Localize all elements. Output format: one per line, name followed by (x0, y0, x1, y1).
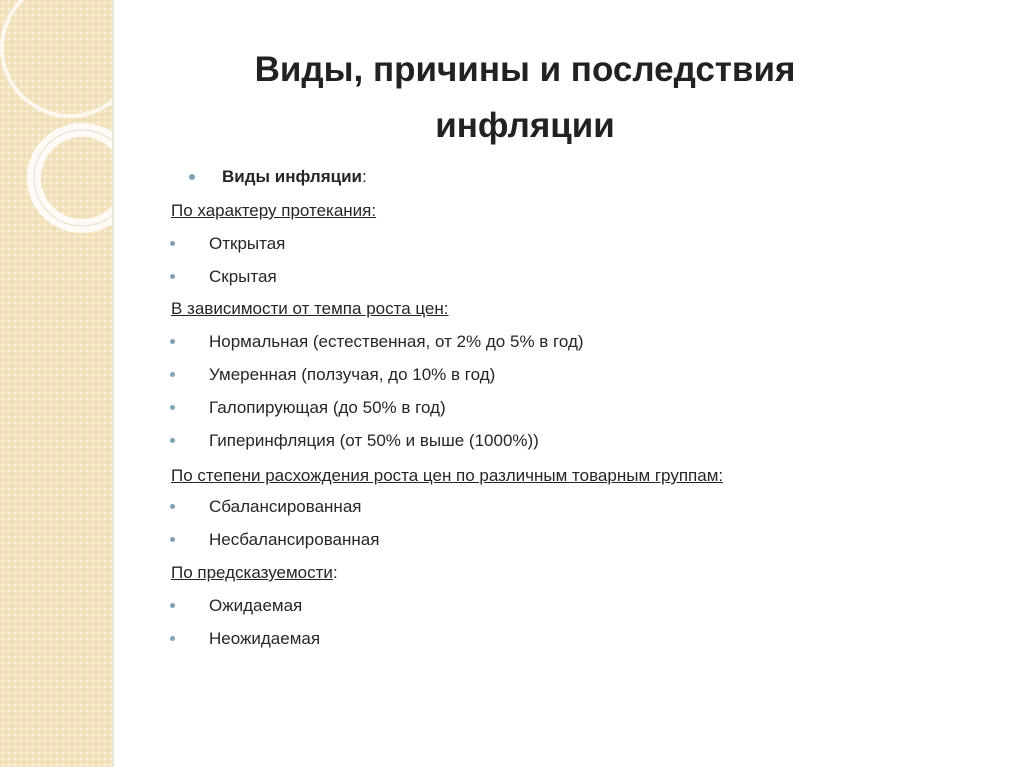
bullet-icon (170, 537, 175, 542)
group-heading-text: По степени расхождения роста цен по различным товарным группам: (171, 466, 724, 485)
list-item (0, 426, 900, 456)
list-item (0, 360, 900, 390)
bullet-icon (170, 504, 175, 509)
list-item-text: Гиперинфляция (от 50% и выше (1000%)) (209, 431, 539, 450)
list-item-text: Умеренная (ползучая, до 10% в год) (209, 365, 496, 384)
list-item-text: Открытая (209, 234, 286, 253)
list-item (0, 262, 900, 292)
list-item (0, 393, 900, 423)
decorative-rings (0, 0, 112, 260)
bullet-icon (170, 438, 175, 443)
bullet-icon (170, 241, 175, 246)
group-heading-text: В зависимости от темпа роста цен: (171, 299, 449, 318)
list-item-text: Сбалансированная (209, 497, 362, 516)
group-heading (171, 294, 1024, 324)
list-item-text: Скрытая (209, 267, 277, 286)
bullet-icon (170, 339, 175, 344)
title-line-1: Виды, причины и последствия (254, 50, 796, 89)
list-item-text: Нормальная (естественная, от 2% до 5% в год) (209, 332, 584, 351)
list-item (0, 525, 900, 555)
intro-suffix: : (362, 167, 367, 186)
list-item (0, 624, 900, 654)
group-heading (171, 196, 1024, 226)
list-item (0, 591, 900, 621)
bullet-icon (170, 274, 175, 279)
group-heading (171, 558, 1024, 588)
group-heading-text: По характеру протекания: (171, 201, 377, 220)
title-line-2: инфляции (435, 106, 615, 145)
list-item (0, 492, 900, 522)
list-item-text: Галопирующая (до 50% в год) (209, 398, 446, 417)
intro-line (0, 162, 900, 192)
group-heading-suffix: : (332, 563, 338, 582)
intro-label: Виды инфляции (222, 167, 363, 186)
list-item (0, 229, 900, 259)
page-title (180, 42, 870, 154)
list-item-text: Ожидаемая (209, 596, 303, 615)
bullet-icon (170, 603, 175, 608)
bullet-icon (170, 405, 175, 410)
group-heading-text: По предсказуемости (171, 563, 333, 582)
list-item-text: Неожидаемая (209, 629, 321, 648)
bullet-icon (170, 372, 175, 377)
group-heading (171, 461, 1024, 491)
bullet-icon (189, 174, 195, 180)
list-item-text: Несбалансированная (209, 530, 380, 549)
list-item (0, 327, 900, 357)
bullet-icon (170, 636, 175, 641)
